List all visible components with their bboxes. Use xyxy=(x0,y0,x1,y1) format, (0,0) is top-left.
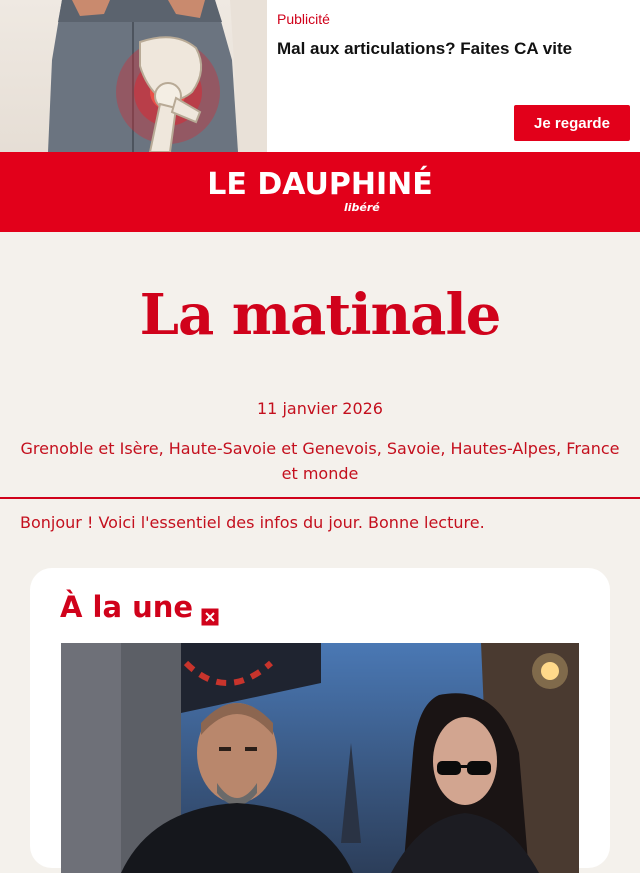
headline-card xyxy=(30,568,610,868)
ad-cta-button[interactable]: Je regarde xyxy=(514,105,630,141)
ad-title[interactable]: Mal aux articulations? Faites CA vite xyxy=(277,39,573,58)
newsletter-regions: Grenoble et Isère, Haute-Savoie et Genevois, Savoie, Hautes-Alpes, France et monde xyxy=(20,439,620,483)
ad-illustration xyxy=(0,0,267,152)
ad-banner[interactable] xyxy=(0,0,640,152)
newsletter-title: La matinale xyxy=(139,282,501,348)
ad-label: Publicité xyxy=(277,11,330,27)
section-title xyxy=(60,590,219,624)
logo[interactable] xyxy=(0,167,640,214)
ad-image[interactable] xyxy=(0,0,267,152)
greeting-text: Bonjour ! Voici l'essentiel des infos du jour. Bonne lecture. xyxy=(20,513,485,532)
logo-subtitle: libéré xyxy=(344,201,380,214)
newsletter-date: 11 janvier 2026 xyxy=(257,399,383,418)
broken-image-icon xyxy=(201,599,219,617)
headline-photo[interactable] xyxy=(61,643,579,873)
section-title-text: À la une xyxy=(60,590,194,624)
logo-wordmark: LE DAUPHINÉ xyxy=(207,167,433,202)
headline-photo-image xyxy=(61,643,579,873)
divider xyxy=(0,497,640,499)
brand-header xyxy=(0,152,640,232)
